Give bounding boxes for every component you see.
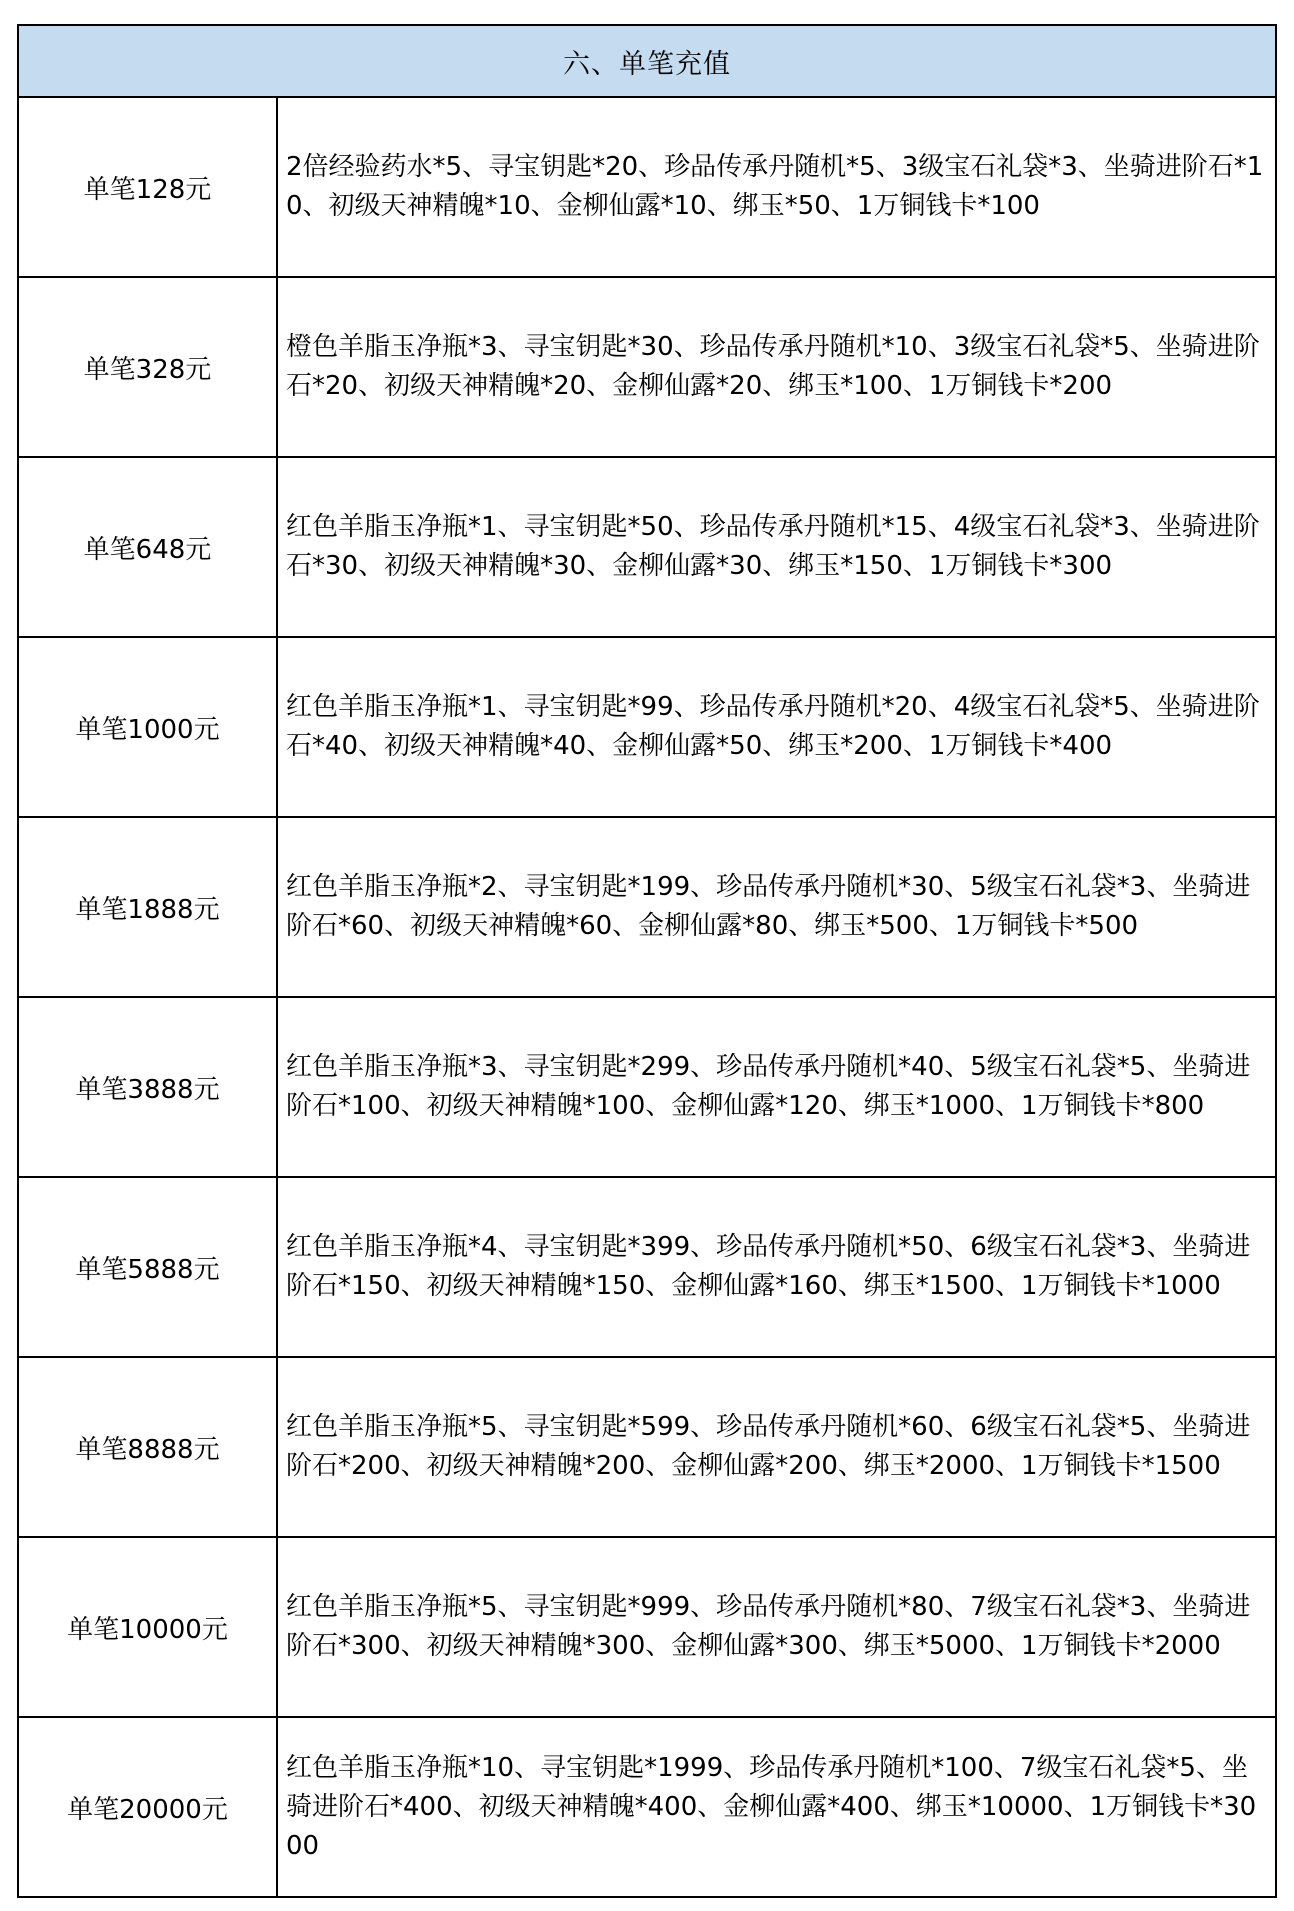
amount-cell: 单笔8888元: [19, 1358, 278, 1536]
table-row: [19, 1178, 1275, 1358]
reward-cell: 红色羊脂玉净瓶*1、寻宝钥匙*50、珍品传承丹随机*15、4级宝石礼袋*3、坐骑进阶石*30、初级天神精魄*30、金柳仙露*30、绑玉*150、1万铜钱卡*300: [286, 512, 1260, 581]
amount-cell: 单笔328元: [19, 278, 278, 456]
recharge-table: [17, 24, 1277, 1898]
table-title: 六、单笔充值: [19, 26, 1275, 98]
reward-cell: 红色羊脂玉净瓶*3、寻宝钥匙*299、珍品传承丹随机*40、5级宝石礼袋*5、坐骑进阶石*100、初级天神精魄*100、金柳仙露*120、绑玉*1000、1万铜钱卡*800: [286, 1052, 1251, 1121]
reward-cell: 红色羊脂玉净瓶*5、寻宝钥匙*999、珍品传承丹随机*80、7级宝石礼袋*3、坐骑进阶石*300、初级天神精魄*300、金柳仙露*300、绑玉*5000、1万铜钱卡*2000: [286, 1592, 1251, 1661]
reward-cell: 红色羊脂玉净瓶*5、寻宝钥匙*599、珍品传承丹随机*60、6级宝石礼袋*5、坐骑进阶石*200、初级天神精魄*200、金柳仙露*200、绑玉*2000、1万铜钱卡*1500: [286, 1412, 1251, 1481]
reward-cell: 红色羊脂玉净瓶*1、寻宝钥匙*99、珍品传承丹随机*20、4级宝石礼袋*5、坐骑进阶石*40、初级天神精魄*40、金柳仙露*50、绑玉*200、1万铜钱卡*400: [286, 692, 1260, 761]
amount-cell: 单笔648元: [19, 458, 278, 636]
amount-cell: 单笔5888元: [19, 1178, 278, 1356]
amount-cell: 单笔1000元: [19, 638, 278, 816]
reward-cell: 2倍经验药水*5、寻宝钥匙*20、珍品传承丹随机*5、3级宝石礼袋*3、坐骑进阶石*10、初级天神精魄*10、金柳仙露*10、绑玉*50、1万铜钱卡*100: [286, 152, 1264, 221]
table-row: [19, 638, 1275, 818]
table-row: [19, 278, 1275, 458]
table-row: [19, 1718, 1275, 1896]
reward-cell: 红色羊脂玉净瓶*10、寻宝钥匙*1999、珍品传承丹随机*100、7级宝石礼袋*5、坐骑进阶石*400、初级天神精魄*400、金柳仙露*400、绑玉*10000、1万铜钱卡*3000: [286, 1752, 1257, 1861]
table-row: [19, 818, 1275, 998]
amount-cell: 单笔128元: [19, 98, 278, 276]
amount-cell: 单笔3888元: [19, 998, 278, 1176]
table-row: [19, 1358, 1275, 1538]
table-row: [19, 998, 1275, 1178]
amount-cell: 单笔20000元: [19, 1718, 278, 1896]
amount-cell: 单笔1888元: [19, 818, 278, 996]
table-row: [19, 1538, 1275, 1718]
table-row: [19, 98, 1275, 278]
reward-cell: 橙色羊脂玉净瓶*3、寻宝钥匙*30、珍品传承丹随机*10、3级宝石礼袋*5、坐骑进阶石*20、初级天神精魄*20、金柳仙露*20、绑玉*100、1万铜钱卡*200: [286, 332, 1260, 401]
amount-cell: 单笔10000元: [19, 1538, 278, 1716]
reward-cell: 红色羊脂玉净瓶*4、寻宝钥匙*399、珍品传承丹随机*50、6级宝石礼袋*3、坐骑进阶石*150、初级天神精魄*150、金柳仙露*160、绑玉*1500、1万铜钱卡*1000: [286, 1232, 1251, 1301]
table-row: [19, 458, 1275, 638]
reward-cell: 红色羊脂玉净瓶*2、寻宝钥匙*199、珍品传承丹随机*30、5级宝石礼袋*3、坐骑进阶石*60、初级天神精魄*60、金柳仙露*80、绑玉*500、1万铜钱卡*500: [286, 872, 1251, 941]
